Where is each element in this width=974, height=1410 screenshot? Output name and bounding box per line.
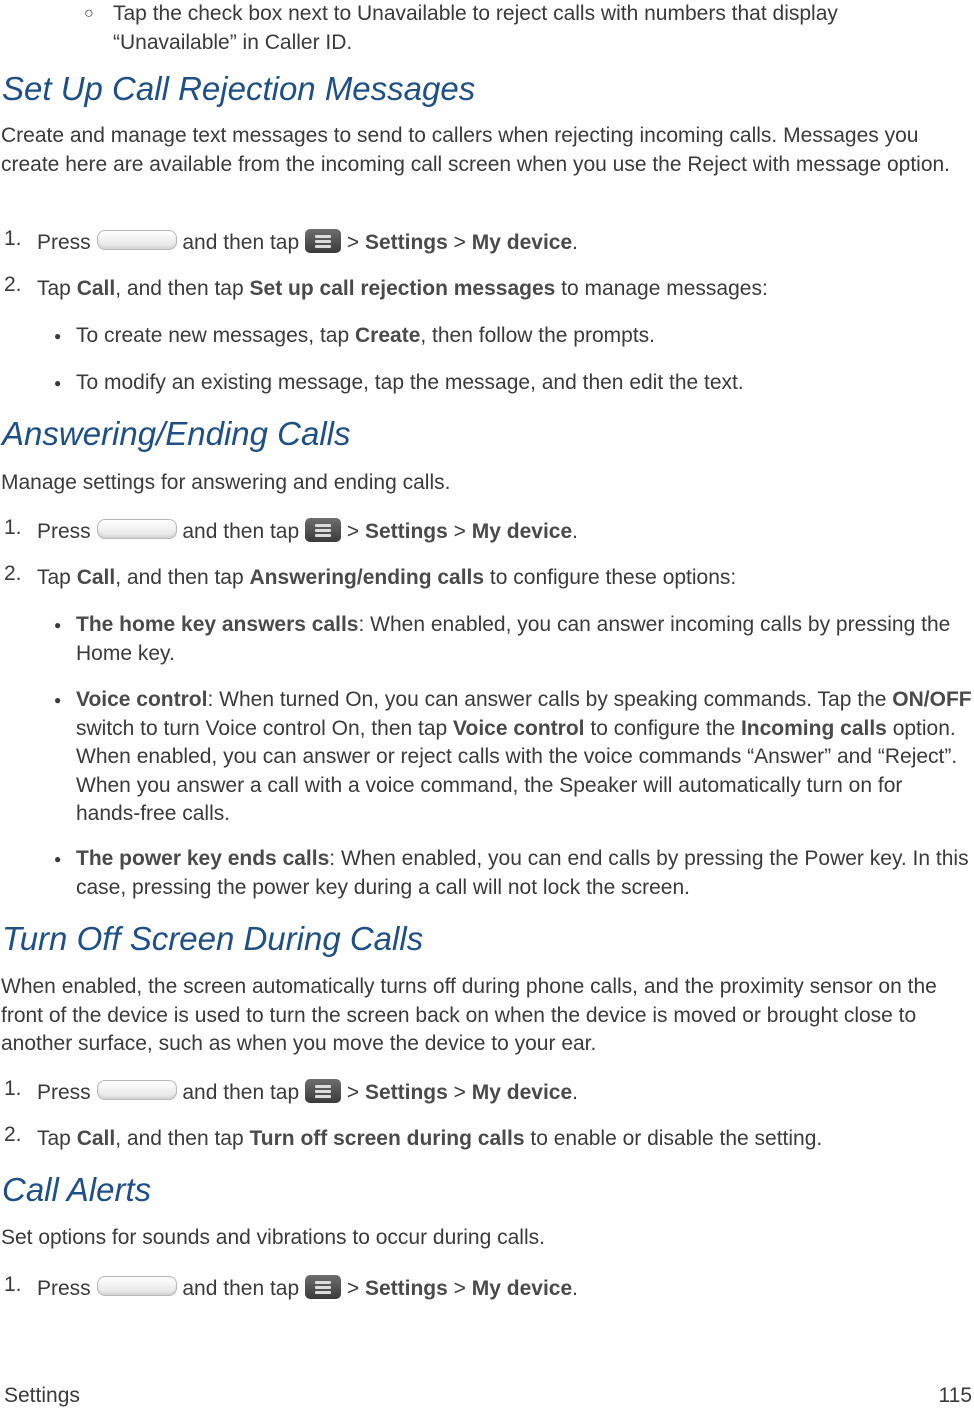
period: . — [572, 1277, 578, 1300]
separator: > — [346, 520, 360, 543]
step-text: and then tap — [182, 520, 300, 543]
option-label: Set up call rejection messages — [249, 277, 556, 300]
item-text: option. When enabled, you can answer or reject calls with the voice commands “Answer” and “Reject”. When you answer a call with a voice command, the Speaker will automatically turn on for hands-free calls. — [76, 716, 958, 825]
section-heading: Call Alerts — [2, 1171, 152, 1208]
section-heading: Set Up Call Rejection Messages — [2, 70, 476, 107]
home-key-icon — [97, 1080, 177, 1100]
bullet-icon: ● — [54, 852, 62, 866]
item-text: , then follow the prompts. — [420, 324, 655, 347]
separator: > — [346, 1081, 360, 1104]
option-label: Turn off screen during calls — [249, 1127, 525, 1150]
step-number: 1. — [4, 227, 22, 250]
step-number: 2. — [4, 1123, 22, 1146]
call-label: Call — [76, 566, 116, 589]
circle-bullet-icon: ○ — [84, 5, 94, 22]
section-intro: Create and manage text messages to send to callers when rejecting incoming calls. Messages you create here are available from the incoming call screen when you use the Reject with message option. — [1, 124, 951, 176]
step-number: 2. — [4, 273, 22, 296]
separator: > — [453, 231, 466, 254]
step-text: and then tap — [182, 1081, 300, 1104]
on-off-label: ON/OFF — [892, 688, 972, 711]
item-text: To create new messages, tap — [76, 324, 350, 347]
step-text: Tap — [37, 1127, 71, 1150]
section-heading: Turn Off Screen During Calls — [2, 920, 424, 957]
menu-key-icon — [305, 1079, 341, 1103]
settings-label: Settings — [364, 1277, 448, 1300]
option-label: Voice control — [76, 688, 208, 711]
step-text: Press — [37, 231, 91, 254]
create-label: Create — [355, 324, 421, 347]
item-text: To modify an existing message, tap the message, and then edit the text. — [76, 371, 744, 394]
menu-key-icon — [305, 229, 341, 253]
option-label: The home key answers calls — [76, 613, 359, 636]
section-intro: Manage settings for answering and ending calls. — [1, 471, 451, 494]
section-heading: Answering/Ending Calls — [2, 415, 351, 452]
call-label: Call — [76, 277, 116, 300]
item-text: : When turned On, you can answer calls by speaking commands. Tap the — [207, 688, 887, 711]
home-key-icon — [97, 230, 177, 250]
call-label: Call — [76, 1127, 116, 1150]
step-number: 1. — [4, 1273, 22, 1296]
section-intro: Set options for sounds and vibrations to occur during calls. — [1, 1226, 545, 1249]
step-text: Press — [37, 520, 91, 543]
period: . — [572, 1081, 578, 1104]
separator: > — [346, 1277, 360, 1300]
bullet-icon: ● — [54, 329, 62, 343]
item-text: to configure the — [590, 716, 736, 740]
period: . — [572, 520, 578, 543]
my-device-label: My device — [471, 520, 573, 543]
my-device-label: My device — [471, 231, 573, 254]
option-label: Incoming calls — [740, 716, 887, 740]
step-text: and then tap — [182, 1277, 300, 1300]
period: . — [572, 231, 578, 254]
item-text: : When enabled, you can answer incoming calls by pressing the Home key. — [76, 613, 951, 665]
step-number: 1. — [4, 516, 22, 539]
option-label: Voice control — [453, 716, 585, 740]
my-device-label: My device — [471, 1081, 573, 1104]
step-text: , and then tap — [115, 1127, 244, 1150]
settings-label: Settings — [364, 1081, 448, 1104]
option-label: The power key ends calls — [76, 847, 330, 870]
home-key-icon — [97, 519, 177, 539]
separator: > — [453, 1081, 466, 1104]
step-number: 2. — [4, 562, 22, 585]
step-text: to manage messages: — [561, 277, 768, 300]
step-text: , and then tap — [115, 277, 244, 300]
step-text: Tap — [37, 566, 71, 589]
my-device-label: My device — [471, 1277, 573, 1300]
separator: > — [453, 520, 466, 543]
bullet-icon: ● — [54, 376, 62, 390]
home-key-icon — [97, 1276, 177, 1296]
separator: > — [346, 231, 360, 254]
menu-key-icon — [305, 518, 341, 542]
step-number: 1. — [4, 1077, 22, 1100]
item-text: switch to turn Voice control On, then tap — [76, 716, 448, 740]
page-number: 115 — [938, 1384, 972, 1407]
step-text: Press — [37, 1081, 91, 1104]
step-text: to enable or disable the setting. — [530, 1127, 823, 1150]
list-item-text: Tap the check box next to Unavailable to reject calls with numbers that display “Unavailable” in Caller ID. — [113, 2, 838, 54]
bullet-icon: ● — [54, 693, 62, 707]
menu-key-icon — [305, 1275, 341, 1299]
step-text: to configure these options: — [489, 566, 737, 589]
step-text: Tap — [37, 277, 71, 300]
bullet-icon: ● — [54, 618, 62, 632]
step-text: and then tap — [182, 231, 300, 254]
footer-section-name: Settings — [4, 1384, 80, 1407]
item-text: : When enabled, you can end calls by pressing the Power key. In this case, pressing the power key during a call will not lock the screen. — [76, 847, 969, 899]
step-text: Press — [37, 1277, 91, 1300]
option-label: Answering/ending calls — [249, 566, 485, 589]
settings-label: Settings — [364, 231, 448, 254]
settings-label: Settings — [364, 520, 448, 543]
separator: > — [453, 1277, 466, 1300]
step-text: , and then tap — [115, 566, 244, 589]
section-intro: When enabled, the screen automatically turns off during phone calls, and the proximity sensor on the front of the device is used to turn the screen back on when the device is moved or brought close to another surface, such as when you move the device to your ear. — [1, 975, 937, 1055]
